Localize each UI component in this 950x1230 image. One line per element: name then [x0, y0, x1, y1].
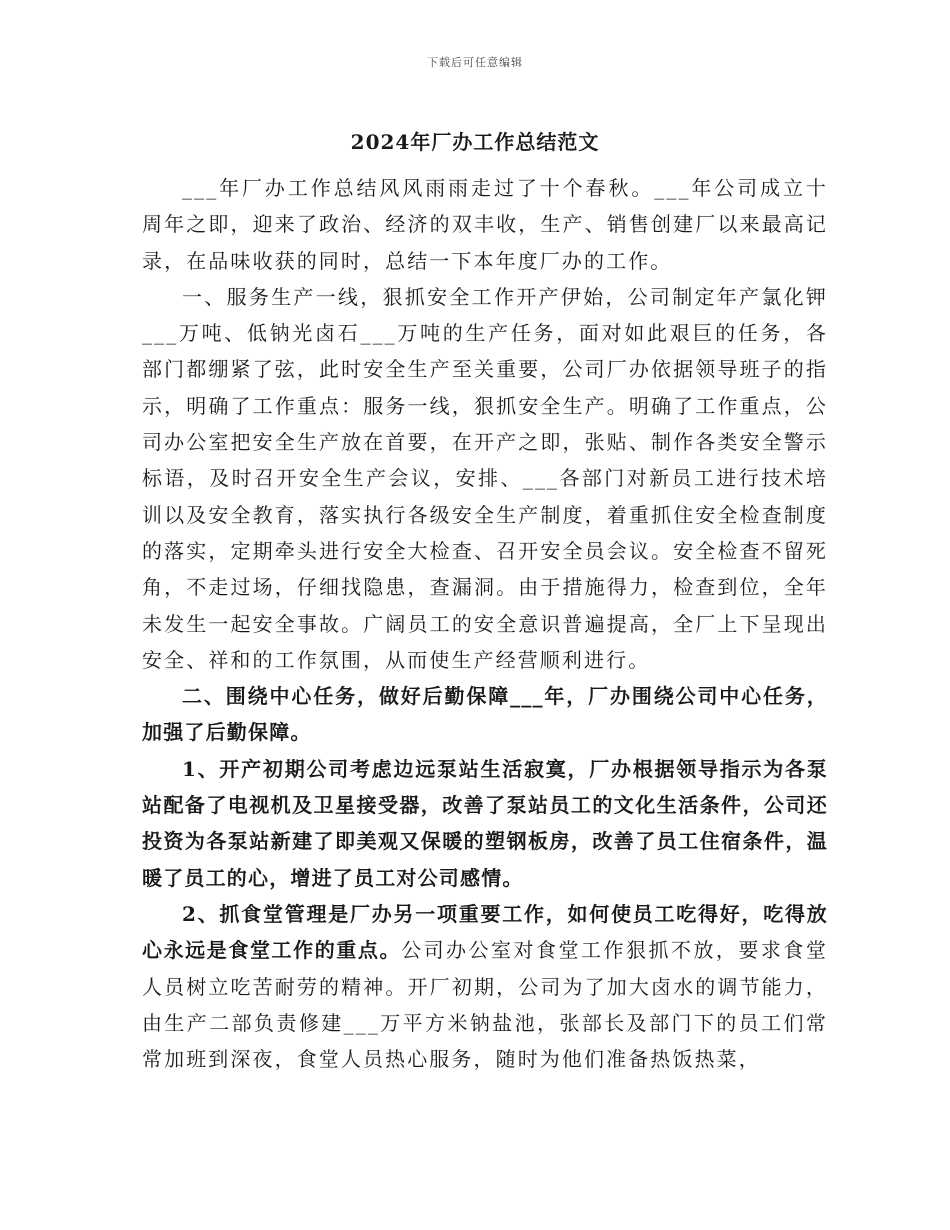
paragraph-item-2-lead: 2、抓食堂管理是厂办另一项重要工作，如何使员工吃得好，吃得放心永远是食堂工作的重点。 — [142, 901, 828, 963]
paragraph-section-2-heading: 二、围绕中心任务，做好后勤保障___年，厂办围绕公司中心任务，加强了后勤保障。 — [142, 684, 828, 745]
paragraph-intro: ___年厂办工作总结风风雨雨走过了十个春秋。___年公司成立十周年之即，迎来了政治、经济的双丰收，生产、销售创建厂以来最高记录，在品味收获的同时，总结一下本年度厂办的工作。 — [142, 176, 828, 273]
header-note: 下载后可任意编辑 — [427, 56, 523, 69]
paragraph-item-2-body: 公司办公室对食堂工作狠抓不放，要求食堂人员树立吃苦耐劳的精神。开厂初期，公司为了加大卤水的调节能力，由生产二部负责修建___万平方米钠盐池，张部长及部门下的员工们常常加班到深夜，食堂人员热心服务，随时为他们准备热饭热菜， — [142, 938, 828, 1072]
paragraph-item-1: 1、开产初期公司考虑边远泵站生活寂寞，厂办根据领导指示为各泵站配备了电视机及卫星接受器，改善了泵站员工的文化生活条件，公司还投资为各泵站新建了即美观又保暖的塑钢板房，改善了员工住宿条件，温暖了员工的心，增进了员工对公司感情。 — [142, 756, 828, 890]
paragraph-section-1: 一、服务生产一线，狠抓安全工作开产伊始，公司制定年产氯化钾___万吨、低钠光卤石___万吨的生产任务，面对如此艰巨的任务，各部门都绷紧了弦，此时安全生产至关重要，公司厂办依据领导班子的指示，明确了工作重点：服务一线，狠抓安全生产。明确了工作重点，公司办公室把安全生产放在首要，在开产之即，张贴、制作各类安全警示标语，及时召开安全生产会议，安排、___各部门对新员工进行技术培训以及安全教育，落实执行各级安全生产制度，着重抓住安全检查制度的落实，定期牵头进行安全大检查、召开安全员会议。安全检查不留死角，不走过场，仔细找隐患，查漏洞。由于措施得力，检查到位，全年未发生一起安全事故。广阔员工的安全意识普遍提高，全厂上下呈现出安全、祥和的工作氛围，从而使生产经营顺利进行。 — [142, 284, 828, 672]
document-body — [142, 170, 828, 1077]
document-title: 2024年厂办工作总结范文 — [350, 130, 600, 154]
paragraph-item-2 — [142, 896, 828, 1077]
